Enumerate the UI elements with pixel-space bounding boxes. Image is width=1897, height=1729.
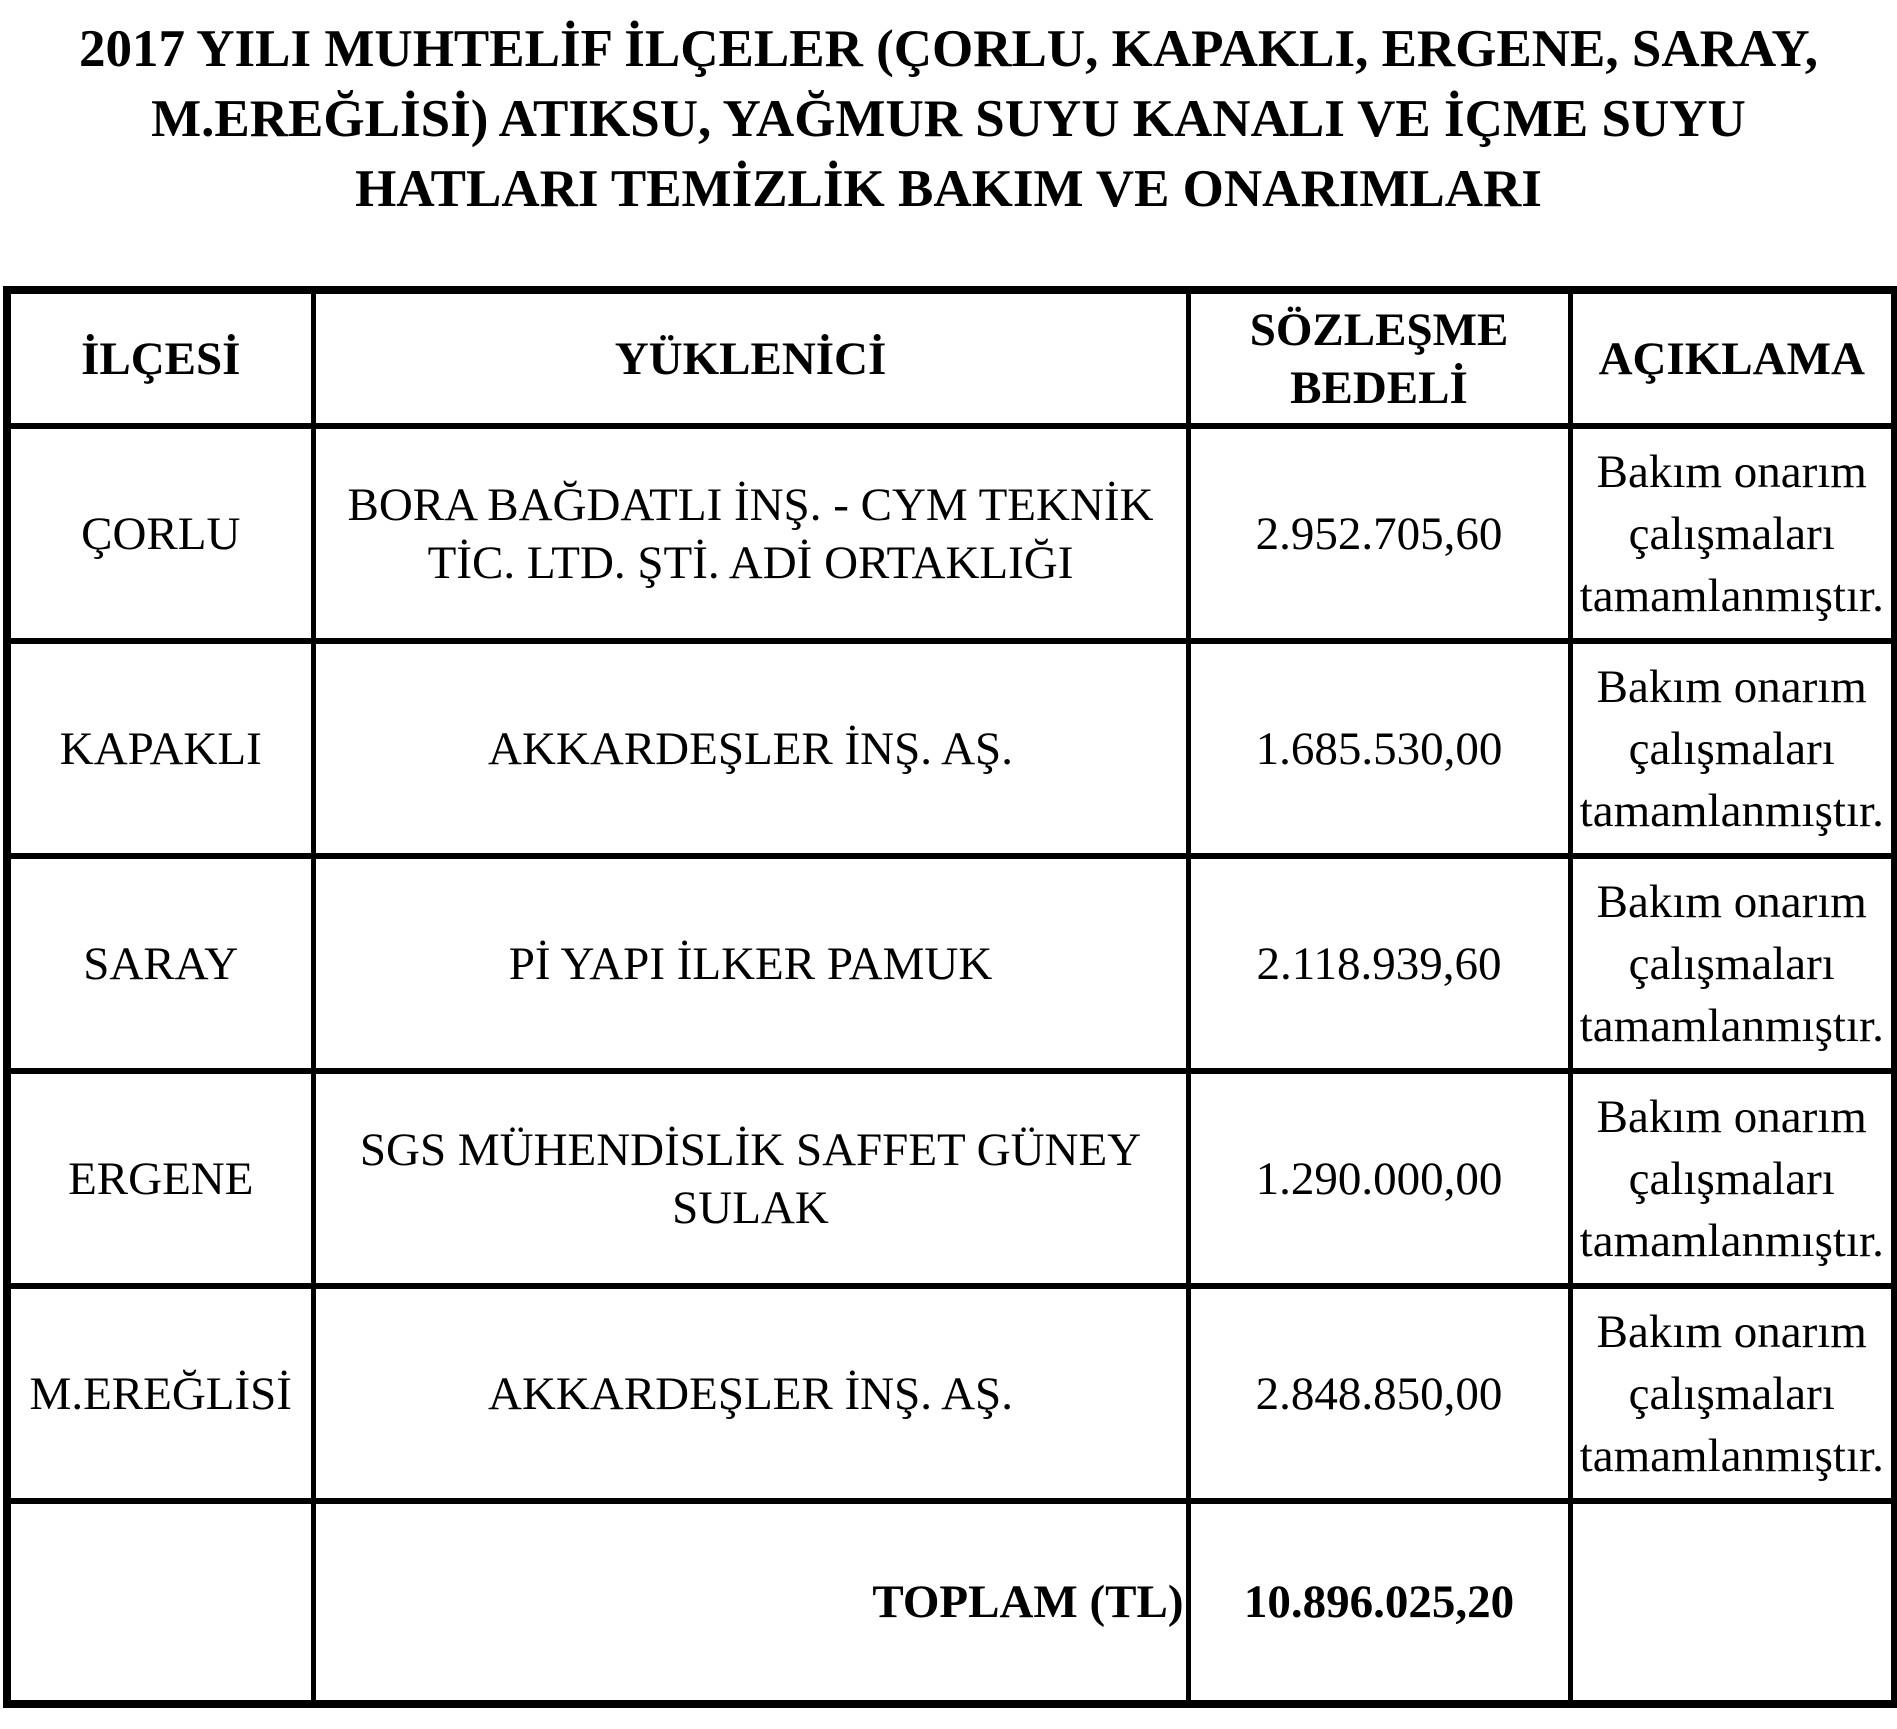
- total-spacer-cell: [1570, 1501, 1895, 1704]
- amount-cell: 1.685.530,00: [1188, 641, 1570, 856]
- contracts-table: [3, 286, 1897, 1708]
- title-line-1: 2017 YILI MUHTELİF İLÇELER (ÇORLU, KAPAKLI, ERGENE, SARAY,: [79, 20, 1818, 78]
- table-row-ergene: [7, 1071, 1895, 1286]
- district-cell: KAPAKLI: [7, 641, 313, 856]
- contractor-cell: SGS MÜHENDİSLİK SAFFET GÜNEY SULAK: [313, 1071, 1188, 1286]
- table-row-saray: [7, 856, 1895, 1071]
- amount-cell: 1.290.000,00: [1188, 1071, 1570, 1286]
- amount-cell: 2.118.939,60: [1188, 856, 1570, 1071]
- total-label: TOPLAM (TL): [313, 1501, 1188, 1704]
- note-cell: Bakım onarım çalışmaları tamamlanmıştır.: [1570, 1071, 1895, 1286]
- district-cell: ÇORLU: [7, 426, 313, 641]
- total-spacer-cell: [7, 1501, 313, 1704]
- header-row: [7, 290, 1895, 426]
- col-header-amount: SÖZLEŞME BEDELİ: [1188, 290, 1570, 426]
- contractor-cell: AKKARDEŞLER İNŞ. AŞ.: [313, 641, 1188, 856]
- table-row-kapakli: [7, 641, 1895, 856]
- contractor-cell: BORA BAĞDATLI İNŞ. - CYM TEKNİK TİC. LTD. ŞTİ. ADİ ORTAKLIĞI: [313, 426, 1188, 641]
- note-cell: Bakım onarım çalışmaları tamamlanmıştır.: [1570, 641, 1895, 856]
- total-value: 10.896.025,20: [1188, 1501, 1570, 1704]
- amount-cell: 2.848.850,00: [1188, 1286, 1570, 1501]
- col-header-district: İLÇESİ: [7, 290, 313, 426]
- district-cell: ERGENE: [7, 1071, 313, 1286]
- document-page: [0, 14, 1897, 1729]
- note-cell: Bakım onarım çalışmaları tamamlanmıştır.: [1570, 1286, 1895, 1501]
- note-cell: Bakım onarım çalışmaları tamamlanmıştır.: [1570, 856, 1895, 1071]
- title-line-3: HATLARI TEMİZLİK BAKIM VE ONARIMLARI: [355, 160, 1542, 218]
- amount-cell: 2.952.705,60: [1188, 426, 1570, 641]
- table-row-corlu: [7, 426, 1895, 641]
- contractor-cell: AKKARDEŞLER İNŞ. AŞ.: [313, 1286, 1188, 1501]
- district-cell: M.EREĞLİSİ: [7, 1286, 313, 1501]
- col-header-note: AÇIKLAMA: [1570, 290, 1895, 426]
- col-header-contractor: YÜKLENİCİ: [313, 290, 1188, 426]
- contractor-cell: Pİ YAPI İLKER PAMUK: [313, 856, 1188, 1071]
- document-title: [10, 14, 1887, 224]
- title-line-2: M.EREĞLİSİ) ATIKSU, YAĞMUR SUYU KANALI VE İÇME SUYU: [151, 90, 1746, 148]
- note-cell: Bakım onarım çalışmaları tamamlanmıştır.: [1570, 426, 1895, 641]
- table-row-mereglisi: [7, 1286, 1895, 1501]
- district-cell: SARAY: [7, 856, 313, 1071]
- total-row: [7, 1501, 1895, 1704]
